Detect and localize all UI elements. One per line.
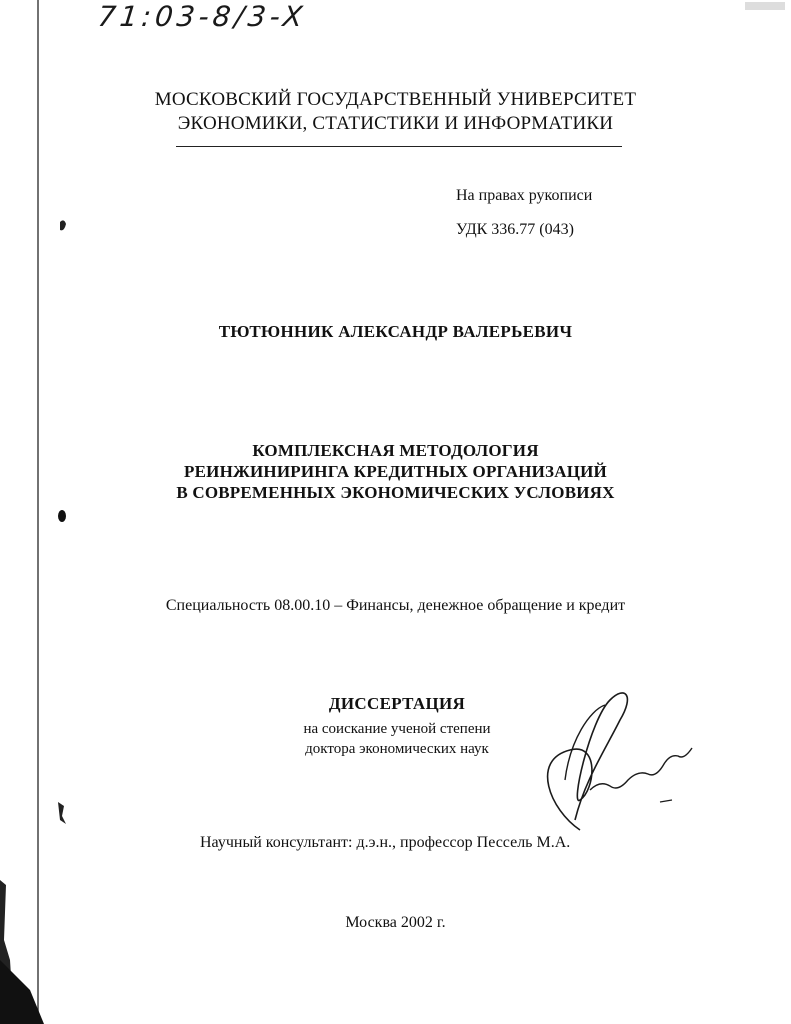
university-line-2: ЭКОНОМИКИ, СТАТИСТИКИ И ИНФОРМАТИКИ (177, 113, 614, 134)
handwritten-archive-number: 71:03-8/3-X (96, 0, 308, 33)
author-name: ТЮТЮННИК АЛЕКСАНДР ВАЛЕРЬЕВИЧ (218, 322, 573, 341)
dissertation-line-1: на соискание ученой степени (303, 721, 491, 737)
header-divider (176, 146, 622, 147)
signature (510, 680, 710, 840)
udc-code: УДК 336.77 (043) (456, 221, 574, 238)
dissertation-line-2: доктора экономических наук (305, 741, 489, 757)
title-line-1: КОМПЛЕКСНАЯ МЕТОДОЛОГИЯ (252, 441, 539, 460)
corner-mark (735, 0, 791, 16)
dissertation-heading: ДИССЕРТАЦИЯ (328, 694, 466, 713)
dissertation-subtitle (272, 719, 522, 759)
scan-edge-marks (0, 0, 48, 1024)
margin-dots (52, 216, 82, 836)
university-name (0, 88, 791, 136)
title-line-3: В СОВРЕМЕННЫХ ЭКОНОМИЧЕСКИХ УСЛОВИЯХ (176, 483, 615, 502)
title-line-2: РЕИНЖИНИРИНГА КРЕДИТНЫХ ОРГАНИЗАЦИЙ (184, 462, 607, 481)
manuscript-note: На правах рукописи (456, 187, 593, 204)
city-year: Москва 2002 г. (345, 914, 446, 931)
scientific-consultant: Научный консультант: д.э.н., профессор Пессель М.А. (200, 834, 571, 851)
university-line-1: МОСКОВСКИЙ ГОСУДАРСТВЕННЫЙ УНИВЕРСИТЕТ (154, 89, 637, 110)
specialty: Специальность 08.00.10 – Финансы, денежное обращение и кредит (165, 597, 626, 614)
thesis-title (0, 440, 791, 503)
